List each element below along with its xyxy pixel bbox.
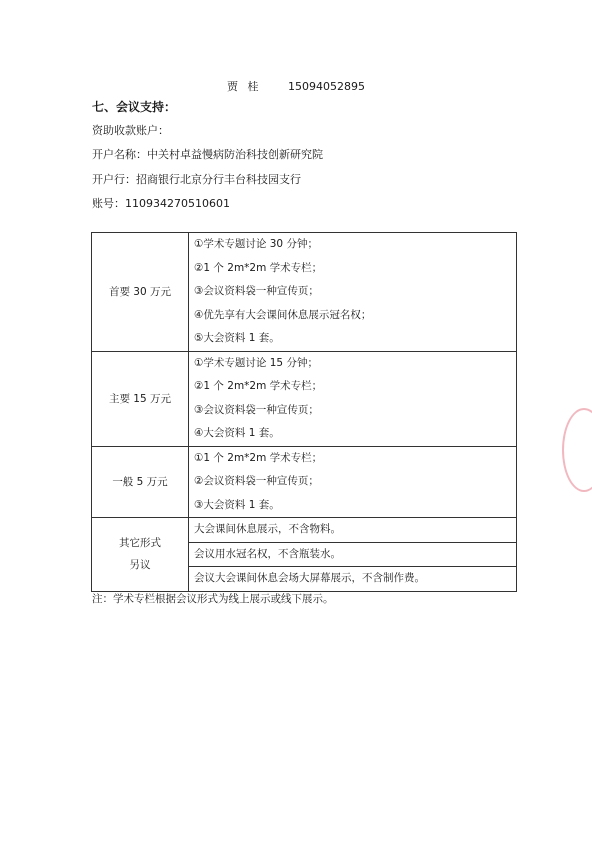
seal-stamp xyxy=(562,408,592,492)
contact-name: 贾 桂 xyxy=(227,80,259,93)
benefit-item: ②1 个 2m*2m 学术专栏； xyxy=(194,380,323,392)
other-label-line1: 其它形式 xyxy=(119,537,161,550)
contact-phone: 15094052895 xyxy=(288,80,365,93)
benefit-item: ③会议资料袋一种宣传页； xyxy=(194,285,319,297)
benefit-item: ①学术专题讨论 15 分钟； xyxy=(194,356,318,369)
tier-benefits xyxy=(189,351,517,446)
benefit-item: ③大会资料 1 套。 xyxy=(194,498,280,511)
benefit-item: ①学术专题讨论 30 分钟； xyxy=(194,238,318,250)
tier-name: 主要 15 万元 xyxy=(92,351,189,446)
other-label-line2: 另议 xyxy=(129,559,151,572)
other-row xyxy=(92,518,517,592)
benefit-item: ③会议资料袋一种宣传页； xyxy=(194,403,319,416)
account-heading: 资助收款账户： xyxy=(92,124,169,137)
benefit-item: ④大会资料 1 套。 xyxy=(194,427,280,439)
footnote: 注：学术专栏根据会议形式为线上展示或线下展示。 xyxy=(92,593,334,605)
tier-name: 首要 30 万元 xyxy=(92,233,189,352)
benefit-item: ②会议资料袋一种宣传页； xyxy=(194,475,319,487)
benefit-item: ⑤大会资料 1 套。 xyxy=(194,332,280,344)
contact-line xyxy=(0,78,592,94)
tier-name: 一般 5 万元 xyxy=(92,446,189,518)
account-bank: 开户行：招商银行北京分行丰台科技园支行 xyxy=(92,173,301,186)
sponsorship-table xyxy=(91,232,517,592)
benefit-item: ④优先享有大会课间休息展示冠名权； xyxy=(194,308,372,321)
tier-row xyxy=(92,233,517,352)
benefit-item: ②1 个 2m*2m 学术专栏； xyxy=(194,261,323,274)
benefit-item: ①1 个 2m*2m 学术专栏； xyxy=(194,451,323,464)
other-label xyxy=(92,518,189,592)
section-title: 七、会议支持： xyxy=(92,100,177,114)
account-number: 账号：110934270510601 xyxy=(92,197,230,210)
tier-row xyxy=(92,351,517,446)
tier-row xyxy=(92,446,517,518)
other-item: 会议大会课间休息会场大屏幕展示，不含制作费。 xyxy=(194,572,425,584)
other-item: 会议用水冠名权，不含瓶装水。 xyxy=(189,543,516,568)
other-benefits xyxy=(189,518,517,592)
account-name: 开户名称：中关村卓益慢病防治科技创新研究院 xyxy=(92,148,323,161)
other-item: 大会课间休息展示，不含物料。 xyxy=(189,518,516,543)
tier-benefits xyxy=(189,446,517,518)
tier-benefits xyxy=(189,233,517,352)
